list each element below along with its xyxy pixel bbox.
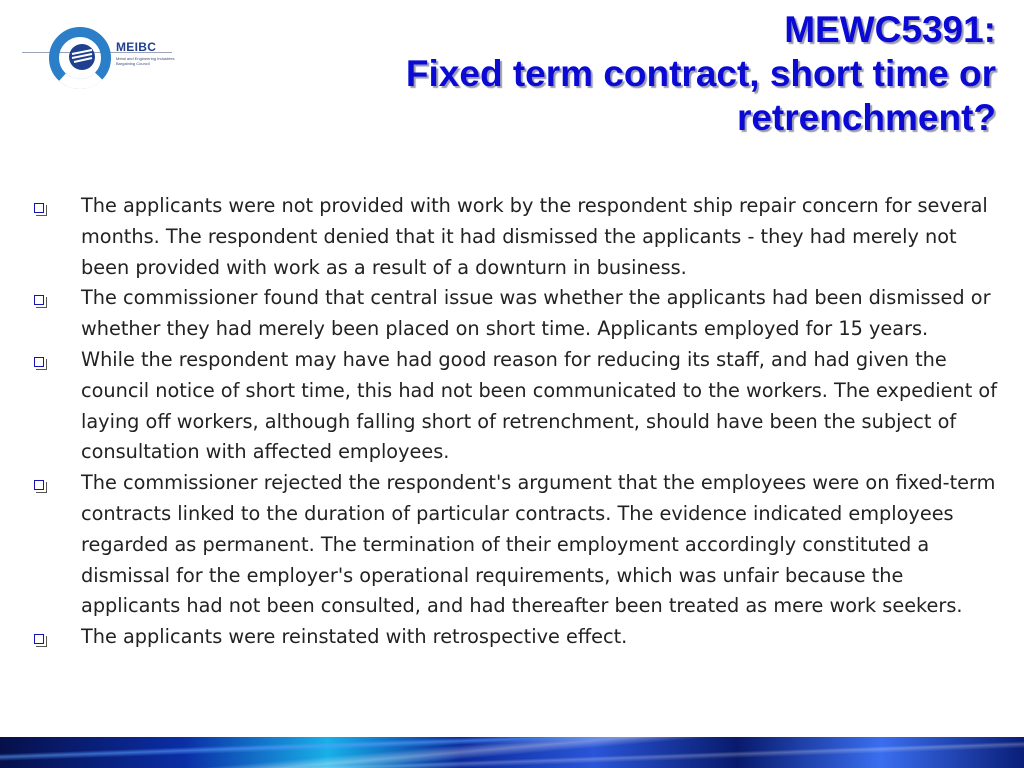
bullet-item [30,345,998,468]
meibc-logo-mark [48,26,112,90]
bullet-text: The applicants were reinstated with retrospective effect. [81,625,628,649]
bullet-item [30,622,998,653]
square-bullet-icon [34,295,44,305]
square-bullet-icon [34,203,44,213]
title-line: MEWC5391: [784,9,996,50]
square-bullet-icon [34,357,44,367]
bullet-item [30,283,998,345]
bullet-text: The commissioner rejected the respondent's argument that the employees were on fixed-term contracts linked to the duration of particular contracts. The evidence indicated employees regarded as permanent. The termination of their employment accordingly constituted a dismissal for the employer's operational requirements, which was unfair because the applicants had not been consulted, and had thereafter been treated as mere work seekers. [81,471,996,618]
bullet-text: The commissioner found that central issue was whether the applicants had been dismissed or whether they had merely been placed on short time. Applicants employed for 15 years. [81,286,991,341]
bullet-item [30,468,998,622]
bullet-text: While the respondent may have had good reason for reducing its staff, and had given the council notice of short time, this had not been communicated to the workers. The expedient of laying off workers, although falling short of retrenchment, should have been the subject of consultation with affected employees. [81,347,998,464]
square-bullet-icon [34,480,44,490]
bullet-list [30,191,998,653]
bullet-text: The applicants were not provided with work by the respondent ship repair concern for several months. The respondent denied that it had dismissed the applicants - they had merely not been provided with work as a result of a downturn in business. [81,194,988,279]
title-line: retrenchment? [736,97,996,138]
logo-subtitle: Metal and Engineering Industries Bargaining Council [116,56,175,66]
logo-name: MEIBC [116,40,157,54]
decorative-footer-band [0,737,1024,768]
title-line: Fixed term contract, short time or [405,53,996,94]
bullet-item [30,191,998,283]
square-bullet-icon [34,634,44,644]
slide-title [236,8,996,140]
